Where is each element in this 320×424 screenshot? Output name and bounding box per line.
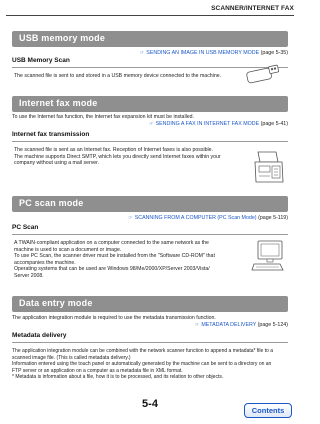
ifax-reference-link[interactable]: SENDING A FAX IN INTERNET FAX MODE — [155, 121, 260, 127]
reference-arrow-icon: ☞ — [194, 322, 200, 328]
usb-reference — [140, 50, 288, 56]
data-entry-mode-banner — [12, 296, 288, 312]
usb-memory-scan-text: The scanned file is sent to and stored in a USB memory device connected to the machine. — [14, 73, 222, 79]
internet-fax-transmission-heading: Internet fax transmission — [12, 131, 90, 138]
banner-label: USB memory mode — [19, 33, 106, 43]
banner-label: PC scan mode — [19, 198, 84, 208]
section-rule — [12, 141, 288, 142]
text-line: A TWAIN-compliant application on a computer connected to the same network as the — [14, 240, 209, 246]
pcscan-reference — [128, 215, 288, 221]
fax-machine-icon — [252, 148, 286, 186]
pc-scan-text — [14, 240, 215, 279]
metadata-delivery-heading: Metadata delivery — [12, 332, 67, 339]
text-line: Information entered using the touch panel or automatically generated by the machine can be sent to a directory on an — [12, 361, 272, 368]
dataentry-reference-link[interactable]: METADATA DELIVERY — [201, 322, 257, 328]
header-divider — [6, 15, 294, 16]
page-number: 5-4 — [142, 398, 158, 410]
computer-icon — [250, 238, 286, 274]
contents-button[interactable]: Contents — [244, 403, 292, 418]
data-entry-intro: The application integration module is required to use the metadata transmission function. — [12, 315, 216, 321]
usb-memory-scan-heading: USB Memory Scan — [12, 57, 70, 64]
metadata-delivery-text — [12, 348, 273, 381]
text-line: Operating systems that can be used are Windows 98/Me/2000/XP/Server 2003/Vista/ — [14, 266, 210, 272]
ifax-reference — [149, 121, 288, 127]
page-header-title: SCANNER/INTERNET FAX — [211, 5, 294, 12]
banner-label: Data entry mode — [19, 298, 93, 308]
usb-reference-link[interactable]: SENDING AN IMAGE IN USB MEMORY MODE — [146, 50, 260, 56]
text-line: Server 2008. — [14, 272, 44, 279]
dataentry-reference — [195, 322, 288, 328]
text-line: company without using a mail server. — [14, 160, 100, 166]
text-line: The scanned file is sent as an Internet fax. Reception of Internet faxes is also possible. — [14, 147, 213, 153]
reference-arrow-icon: ☞ — [149, 121, 154, 127]
text-line: To use PC Scan, the scanner driver must be installed from the "Software CD-ROM" that — [14, 253, 215, 259]
pc-scan-heading: PC Scan — [12, 224, 39, 231]
internet-fax-text — [14, 147, 221, 167]
section-rule — [12, 342, 288, 343]
text-line: machine is used to scan a document or image. — [14, 246, 122, 253]
text-line: accompanies the machine. — [14, 259, 76, 266]
text-line: The application integration module can be combined with the network scanner function to append a metadata* file to a — [12, 348, 273, 354]
reference-arrow-icon: ☞ — [139, 50, 145, 56]
ifax-reference-page: (page 5-41) — [260, 121, 288, 127]
usb-memory-icon — [244, 64, 284, 86]
banner-label: Internet fax mode — [19, 98, 98, 108]
text-line: scanned image file. (This is called metadata delivery.) — [12, 354, 131, 361]
text-line: * Metadata is information about a file, how it is to be processed, and its relation to other objects. — [12, 374, 224, 381]
pcscan-reference-page: (page 5-119) — [258, 215, 288, 221]
text-line: The machine supports Direct SMTP, which lets you directly send Internet faxes within your — [14, 153, 221, 160]
pc-scan-mode-banner — [12, 196, 288, 212]
usb-memory-mode-banner — [12, 31, 288, 47]
internet-fax-intro: To use the Internet fax function, the Internet fax expansion kit must be installed. — [12, 114, 194, 120]
internet-fax-mode-banner — [12, 96, 288, 112]
pcscan-reference-link[interactable]: SCANNING FROM A COMPUTER (PC Scan Mode) — [134, 215, 257, 221]
reference-arrow-icon: ☞ — [128, 215, 133, 221]
dataentry-reference-page: (page 5-124) — [257, 322, 288, 328]
text-line: FTP server or an application on a computer as a metadata file in XML format. — [12, 367, 183, 374]
usb-reference-page: (page 5-35) — [260, 50, 288, 56]
section-rule — [12, 234, 288, 235]
